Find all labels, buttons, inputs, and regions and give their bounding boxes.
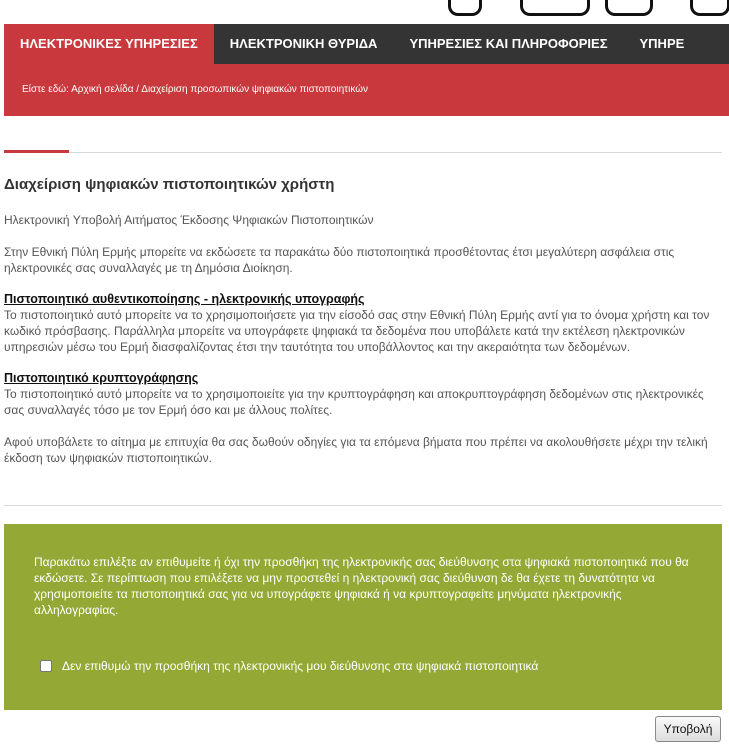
bottom-divider: [4, 505, 722, 506]
submit-button[interactable]: Υποβολή: [655, 716, 721, 742]
main-nav: [4, 24, 729, 64]
top-accent-bar: [4, 150, 69, 153]
breadcrumb-current: Διαχείριση προσωπικών ψηφιακών πιστοποιητικών: [141, 84, 369, 95]
main-content: [4, 176, 720, 482]
email-option-row: [40, 658, 696, 674]
no-email-checkbox-label[interactable]: Δεν επιθυμώ την προσθήκη της ηλεκτρονικής μου διεύθυνσης στα ψηφιακά πιστοποιητικά: [62, 659, 539, 673]
nav-item-electronic-inbox[interactable]: ΗΛΕΚΤΡΟΝΙΚΗ ΘΥΡΙΔΑ: [229, 36, 378, 51]
breadcrumb-prefix: Είστε εδώ:: [22, 84, 69, 95]
nav-item-electronic-services[interactable]: ΗΛΕΚΤΡΟΝΙΚΕΣ ΥΠΗΡΕΣΙΕΣ: [4, 24, 214, 64]
nav-item-services-info[interactable]: ΥΠΗΡΕΣΙΕΣ ΚΑΙ ΠΛΗΡΟΦΟΡΙΕΣ: [409, 36, 608, 51]
enc-cert-text: Το πιστοποιητικό αυτό μπορείτε να το χρησιμοποιείτε για την κρυπτογράφηση και αποκρυπτογράφηση δεδομένων στις ηλεκτρονικές σας συναλλαγές τόσο με τον Ερμή όσο και με άλλους πολίτες.: [4, 387, 704, 417]
no-email-checkbox[interactable]: [40, 660, 52, 672]
breadcrumb-separator: /: [136, 84, 140, 95]
breadcrumb: [4, 64, 729, 116]
nav-item-truncated[interactable]: ΥΠΗΡΕ: [639, 36, 685, 51]
intro-text: Στην Εθνική Πύλη Ερμής μπορείτε να εκδώσετε τα παρακάτω δύο πιστοποιητικά προσθέτοντας έτσι μεγαλύτερη ασφάλεια στις ηλεκτρονικές σας συναλλαγές με τη Δημόσια Διοίκηση.: [4, 245, 675, 275]
top-divider: [4, 152, 722, 153]
auth-cert-heading: Πιστοποιητικό αυθεντικοποίησης - ηλεκτρονικής υπογραφής: [4, 292, 365, 306]
auth-cert-text: Το πιστοποιητικό αυτό μπορείτε να το χρησιμοποιήσετε για την είσοδό σας στην Εθνική Πύλη Ερμής αντί για το όνομα χρήστη και τον κωδικό πρόσβασης. Παράλληλα μπορείτε να υπογράφετε ψηφιακά τα δεδομένα που υποβάλετε κατά την εκτέλεση ηλεκτρονικών υπηρεσιών μέσω του Ερμή διασφαλίζοντας έτσι την ταυτότητα του υποβάλλοντος και την ακεραιότητα των δεδομένων.: [4, 308, 710, 354]
page-title: Διαχείριση ψηφιακών πιστοποιητικών χρήστη: [4, 176, 335, 193]
breadcrumb-home-link[interactable]: Αρχική σελίδα: [71, 84, 134, 95]
email-option-text: Παρακάτω επιλέξτε αν επιθυμείτε ή όχι την προσθήκη της ηλεκτρονικής σας διεύθυνσης στα ψηφιακά πιστοποιητικά που θα εκδώσετε. Σε περίπτωση που επιλέξετε να μην προστεθεί η ηλεκτρονική σας διεύθυνση δε θα έχετε τη δυνατότητα να χρησιμοποιείτε τα πιστοποιητικά σας για να υπογράφετε ψηφιακά ή να κρυπτογραφείτε μηνύματα ηλεκτρονικής αλληλογραφίας.: [34, 555, 689, 617]
outro-text: Αφού υποβάλετε το αίτημα με επιτυχία θα σας δωθούν οδηγίες για τα επόμενα βήματα που πρέπει να ακολουθήσετε μέχρι την τελική έκδοση των ψηφιακών πιστοποιητικών.: [4, 435, 708, 465]
email-option-panel: [4, 524, 722, 710]
enc-cert-heading: Πιστοποιητικό κρυπτογράφησης: [4, 371, 199, 385]
page-subtitle: Ηλεκτρονική Υποβολή Αιτήματος Έκδοσης Ψηφιακών Πιστοποιητικών: [4, 213, 374, 227]
header-banner: [0, 0, 729, 24]
